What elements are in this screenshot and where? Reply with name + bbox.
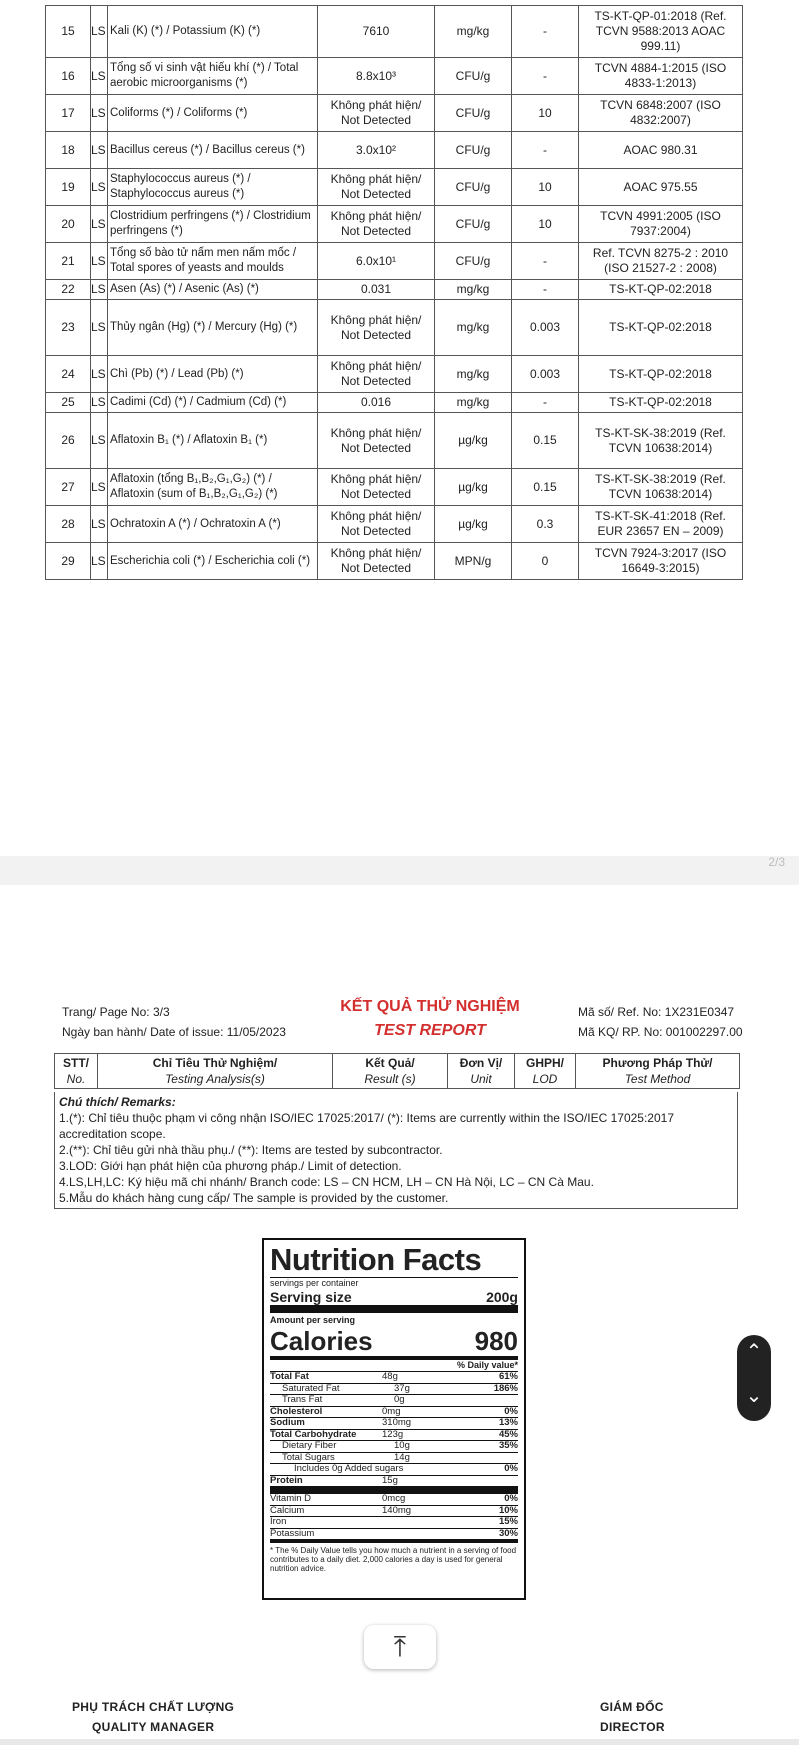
remarks [54,1092,738,1209]
table-row [46,413,743,469]
vitamin-name: Potassium [270,1527,315,1539]
nutrient-amount: 0mg [382,1405,401,1417]
analysis-name: Aflatoxin (tổng B₁,B₂,G₁,G₂) (*) / Aflatoxin (sum of B₁,B₂,G₁,G₂) (*) [108,469,318,506]
unit-value: CFU/g [435,132,512,169]
lod-value: 10 [512,206,579,243]
chevron-up-icon[interactable]: ⌃ [745,1341,763,1363]
report-title-vn: KẾT QUẢ THỬ NGHIỆM [340,998,520,1015]
analysis-name: Ochratoxin A (*) / Ochratoxin A (*) [108,506,318,543]
test-method: AOAC 980.31 [579,132,743,169]
table-row [46,393,743,413]
vitamin-name: Vitamin D [270,1493,312,1504]
branch-code: LS [91,506,108,543]
analysis-name: Aflatoxin B₁ (*) / Aflatoxin B₁ (*) [108,413,318,469]
lod-value: 0.3 [512,506,579,543]
amount-per-serving: Amount per serving [270,1315,356,1325]
servings-per-container: servings per container [270,1278,359,1288]
nutrient-row [270,1371,518,1383]
vitamin-amount [382,1529,478,1540]
remark-5: 5.Mẫu do khách hàng cung cấp/ The sample is provided by the customer. [59,1191,449,1205]
test-method: AOAC 975.55 [579,169,743,206]
branch-code: LS [91,132,108,169]
nutrient-row [270,1406,518,1418]
table-row [46,243,743,280]
result-value: Không phát hiện/ Not Detected [318,413,435,469]
unit-value: mg/kg [435,393,512,413]
director-en: DIRECTOR [600,1720,665,1734]
table-row [46,280,743,300]
row-number: 22 [46,280,91,300]
unit-value: mg/kg [435,6,512,58]
nutrient-percent: 0% [504,1405,518,1417]
row-number: 23 [46,300,91,356]
nutrient-percent: 35% [498,1440,518,1451]
unit-value: µg/kg [435,506,512,543]
nutrient-row [270,1452,518,1464]
analysis-name: Tổng số vi sinh vật hiếu khí (*) / Total aerobic microorganisms (*) [108,58,318,95]
remark-3: 3.LOD: Giới hạn phát hiện của phương pháp./ Limit of detection. [59,1159,402,1173]
nutrient-name: Cholesterol [270,1405,323,1417]
collapse-up-button[interactable] [364,1625,436,1669]
test-method: TS-KT-QP-02:2018 [579,356,743,393]
col-analysis: Chỉ Tiêu Thử Nghiệm/ Testing Analysis(s) [98,1054,333,1089]
nutrient-row [270,1394,518,1406]
serving-size-value: 200g [486,1289,518,1305]
lod-value: 0 [512,543,579,580]
vitamin-row [270,1494,518,1505]
rp-no: Mã KQ/ RP. No: 001002297.00 [578,1025,743,1039]
nutrient-amount [406,1464,478,1475]
nutrient-row [270,1475,518,1487]
unit-value: µg/kg [435,413,512,469]
test-method: TS-KT-SK-38:2019 (Ref. TCVN 10638:2014) [579,469,743,506]
result-value: 7610 [318,6,435,58]
remark-2: 2.(**): Chỉ tiêu gửi nhà thầu phụ./ (**): Items are tested by subcontractor. [59,1143,443,1157]
branch-code: LS [91,393,108,413]
branch-code: LS [91,356,108,393]
result-value: Không phát hiện/ Not Detected [318,356,435,393]
lod-value: 0.15 [512,413,579,469]
analysis-name: Staphylococcus aureus (*) / Staphylococcus aureus (*) [108,169,318,206]
vitamin-row [270,1505,518,1517]
unit-value: CFU/g [435,206,512,243]
test-method: TCVN 7924-3:2017 (ISO 16649-3:2015) [579,543,743,580]
nutrient-row [270,1383,518,1395]
branch-code: LS [91,469,108,506]
test-method: TS-KT-QP-02:2018 [579,280,743,300]
analysis-name: Thủy ngân (Hg) (*) / Mercury (Hg) (*) [108,300,318,356]
table-row [46,469,743,506]
analysis-name: Bacillus cereus (*) / Bacillus cereus (*) [108,132,318,169]
branch-code: LS [91,206,108,243]
row-number: 27 [46,469,91,506]
page-counter: 2/3 [768,855,785,869]
page-nav-control[interactable] [737,1335,771,1421]
result-value: 3.0x10² [318,132,435,169]
nutrient-percent: 13% [498,1417,518,1428]
unit-value: CFU/g [435,243,512,280]
director-vn: GIÁM ĐỐC [600,1700,664,1714]
nutrient-percent: 0% [504,1463,518,1474]
nutrition-title: Nutrition Facts [270,1242,482,1277]
table-row [46,300,743,356]
unit-value: CFU/g [435,95,512,132]
analysis-name: Tổng số bào tử nấm men nấm mốc / Total spores of yeasts and moulds [108,243,318,280]
row-number: 21 [46,243,91,280]
result-value: Không phát hiện/ Not Detected [318,169,435,206]
unit-value: CFU/g [435,169,512,206]
vitamin-amount: 0mcg [382,1493,406,1504]
lod-value: - [512,280,579,300]
table-row [46,543,743,580]
test-method: TS-KT-SK-38:2019 (Ref. TCVN 10638:2014) [579,413,743,469]
vitamin-row [270,1528,518,1540]
ref-no: Mã số/ Ref. No: 1X231E0347 [578,1005,735,1019]
quality-manager-vn: PHỤ TRÁCH CHẤT LƯỢNG [72,1700,235,1714]
row-number: 29 [46,543,91,580]
nutrient-percent [478,1476,518,1487]
result-value: Không phát hiện/ Not Detected [318,469,435,506]
nutrient-name: Total Sugars [282,1451,335,1463]
result-value: Không phát hiện/ Not Detected [318,95,435,132]
test-method: TCVN 4884-1:2015 (ISO 4833-1:2013) [579,58,743,95]
result-value: Không phát hiện/ Not Detected [318,543,435,580]
result-value: 6.0x10¹ [318,243,435,280]
analysis-name: Chì (Pb) (*) / Lead (Pb) (*) [108,356,318,393]
result-value: Không phát hiện/ Not Detected [318,506,435,543]
page-number: Trang/ Page No: 3/3 [62,1005,170,1019]
result-value: Không phát hiện/ Not Detected [318,300,435,356]
lod-value: 0.003 [512,300,579,356]
unit-value: MPN/g [435,543,512,580]
unit-value: mg/kg [435,280,512,300]
analysis-name: Escherichia coli (*) / Escherichia coli (*) [108,543,318,580]
row-number: 18 [46,132,91,169]
lod-value: - [512,243,579,280]
calories-value: 980 [474,1326,518,1356]
vitamin-name: Iron [270,1516,287,1527]
vitamin-percent: 15% [498,1516,518,1527]
test-method: TS-KT-QP-01:2018 (Ref. TCVN 9588:2013 AOAC 999.11) [579,6,743,58]
analysis-name: Clostridium perfringens (*) / Clostridium perfringens (*) [108,206,318,243]
lod-value: - [512,393,579,413]
col-unit: Đơn Vị/ Unit [448,1054,515,1089]
remark-4: 4.LS,LH,LC: Ký hiệu mã chi nhánh/ Branch code: LS – CN HCM, LH – CN Hà Nội, LC – CN Cà Mau. [59,1175,594,1189]
chevron-down-icon[interactable]: ⌄ [745,1385,763,1407]
daily-value-header: % Daily value* [456,1360,518,1370]
nutrient-row [270,1429,518,1441]
analysis-name: Asen (As) (*) / Asenic (As) (*) [108,280,318,300]
nutrient-name: Saturated Fat [282,1382,340,1394]
table-row [46,506,743,543]
nutrition-facts-label [262,1238,526,1600]
lod-value: - [512,132,579,169]
unit-value: µg/kg [435,469,512,506]
nutrient-amount: 0g [394,1394,405,1405]
nutrient-amount: 48g [382,1371,398,1382]
unit-value: CFU/g [435,58,512,95]
remark-1: 1.(*): Chỉ tiêu thuộc phạm vi công nhận ISO/IEC 17025:2017/ (*): Items are currently within the ISO/IEC 17025:2017 accreditation scope. [59,1111,674,1141]
branch-code: LS [91,543,108,580]
lod-value: 10 [512,169,579,206]
nutrient-name: Includes 0g Added sugars [294,1463,404,1474]
nutrient-percent: 45% [498,1428,518,1440]
serving-size-label: Serving size [270,1289,352,1305]
col-lod: GHPH/ LOD [515,1054,576,1089]
row-number: 28 [46,506,91,543]
branch-code: LS [91,280,108,300]
vitamin-percent: 10% [498,1504,518,1516]
col-method: Phương Pháp Thử/ Test Method [576,1054,740,1089]
branch-code: LS [91,413,108,469]
nutrient-amount: 10g [394,1440,410,1451]
nutrient-name: Trans Fat [282,1394,323,1405]
nutrient-name: Total Fat [270,1371,309,1382]
bottom-bar [0,1739,799,1745]
unit-value: mg/kg [435,356,512,393]
nutrient-name: Sodium [270,1417,305,1428]
issue-date: Ngày ban hành/ Date of issue: 11/05/2023 [62,1025,286,1039]
nutrient-percent [478,1453,518,1464]
result-value: 0.031 [318,280,435,300]
test-method: TCVN 4991:2005 (ISO 7937:2004) [579,206,743,243]
unit-value: mg/kg [435,300,512,356]
nutrient-percent: 186% [493,1382,518,1394]
test-method: TS-KT-QP-02:2018 [579,300,743,356]
vitamin-name: Calcium [270,1504,305,1516]
row-number: 25 [46,393,91,413]
test-method: TS-KT-QP-02:2018 [579,393,743,413]
vitamin-amount: 140mg [382,1504,412,1516]
test-method: TS-KT-SK-41:2018 (Ref. EUR 23657 EN – 2009) [579,506,743,543]
analysis-name: Coliforms (*) / Coliforms (*) [108,95,318,132]
branch-code: LS [91,300,108,356]
lod-value: 0.003 [512,356,579,393]
table-row [46,169,743,206]
col-result: Kết Quả/ Result (s) [333,1054,448,1089]
table-row [46,356,743,393]
branch-code: LS [91,169,108,206]
vitamin-percent: 30% [498,1527,518,1539]
analysis-name: Kali (K) (*) / Potassium (K) (*) [108,6,318,58]
vitamin-amount [382,1517,478,1528]
nutrient-row [270,1463,518,1475]
results-table [45,5,743,580]
column-header [54,1053,740,1089]
quality-manager-en: QUALITY MANAGER [92,1720,215,1734]
nutrition-footnote: * The % Daily Value tells you how much a nutrient in a serving of food contributes to a daily diet. 2,000 calories a day is used for general nutrition advice. [270,1546,517,1573]
vitamin-row [270,1516,518,1528]
row-number: 20 [46,206,91,243]
result-value: Không phát hiện/ Not Detected [318,206,435,243]
report-page-2 [0,0,799,856]
row-number: 17 [46,95,91,132]
nutrient-percent: 61% [498,1371,518,1382]
test-method: TCVN 6848:2007 (ISO 4832:2007) [579,95,743,132]
row-number: 24 [46,356,91,393]
report-title-en: TEST REPORT [374,1022,486,1039]
remarks-title: Chú thích/ Remarks: [59,1095,176,1109]
lod-value: - [512,6,579,58]
nutrient-amount: 15g [382,1474,398,1486]
nutrient-name: Total Carbohydrate [270,1428,357,1440]
nutrient-name: Dietary Fiber [282,1440,337,1451]
row-number: 19 [46,169,91,206]
lod-value: - [512,58,579,95]
result-value: 8.8x10³ [318,58,435,95]
table-row [46,58,743,95]
table-row [46,132,743,169]
analysis-name: Cadimi (Cd) (*) / Cadmium (Cd) (*) [108,393,318,413]
nutrient-name: Protein [270,1474,303,1486]
calories-label: Calories [270,1326,373,1356]
nutrient-amount: 310mg [382,1417,412,1428]
vitamin-percent: 0% [504,1493,518,1504]
branch-code: LS [91,243,108,280]
result-value: 0.016 [318,393,435,413]
lod-value: 10 [512,95,579,132]
row-number: 15 [46,6,91,58]
row-number: 16 [46,58,91,95]
table-row [46,206,743,243]
nutrient-row [270,1440,518,1452]
nutrient-row [270,1417,518,1429]
nutrient-amount: 14g [394,1451,410,1463]
table-row [46,95,743,132]
chevron-up-bar-icon: ⤒ [393,1631,407,1662]
lod-value: 0.15 [512,469,579,506]
test-method: Ref. TCVN 8275-2 : 2010 (ISO 21527-2 : 2008) [579,243,743,280]
col-stt: STT/ No. [55,1054,98,1089]
row-number: 26 [46,413,91,469]
nutrient-percent [478,1395,518,1406]
branch-code: LS [91,6,108,58]
table-row [46,6,743,58]
nutrient-amount: 123g [382,1428,404,1440]
branch-code: LS [91,58,108,95]
nutrient-amount: 37g [394,1382,410,1394]
branch-code: LS [91,95,108,132]
